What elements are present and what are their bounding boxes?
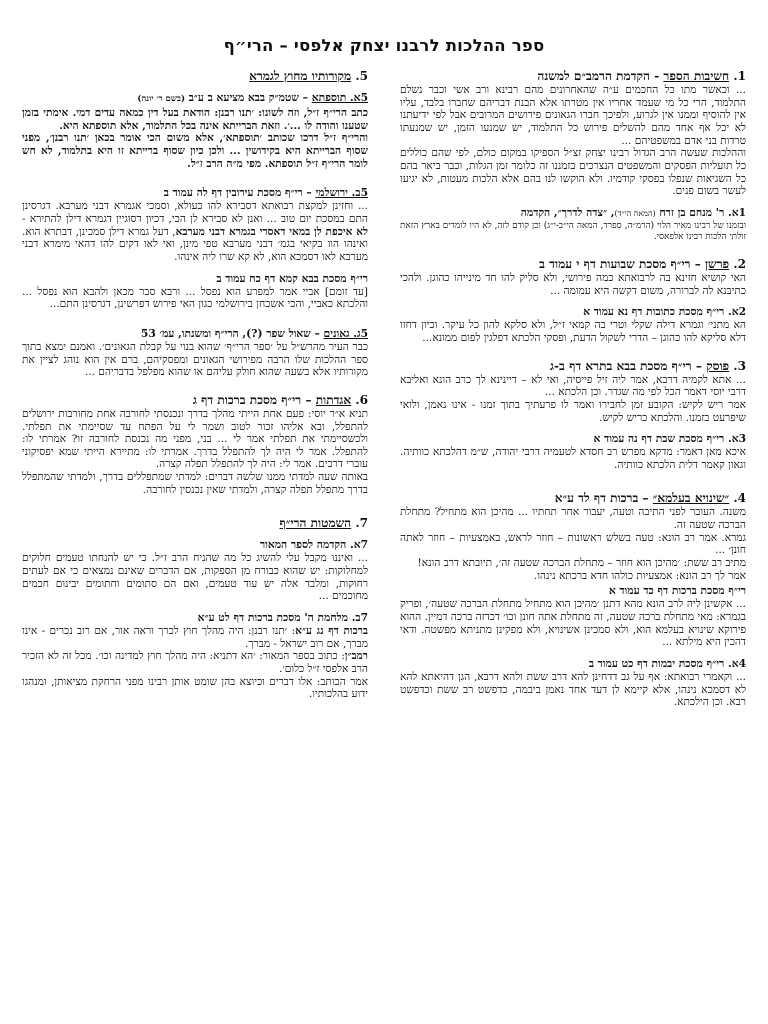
text-run: רמב״ן (344, 650, 368, 663)
paragraph: ... וקאמרי רבואתא: אף על גב דדחינן להא דרב ששת ולהא דרבא, הגן דהיאתא להא לא דסמכא נינהו, אלא קיימא לן דעד אחד נאמן ביבמה, כדפשט רב ששת וכדפשט רבא. וכן הילכתא. (400, 671, 746, 709)
section-number: 2. (733, 256, 746, 271)
subsection-source: – שאול שפר (?), הרי״ף ומשנתו, עמ׳ 53 (140, 326, 324, 340)
text-run: : כתוב בספר המאור: ׳הא דתניא: היה מהלך חוץ למדינה וכו׳. מכל זה לא הזכיר הרב אלפסי ז״ל כלום׳. (22, 650, 368, 676)
subsection-source: – שטמ״ק בבא מציעא ב ע״ב (184, 91, 312, 104)
section-title: ״שינויא בעלמא״ (652, 491, 730, 506)
subsection-heading: רי״ף מסכת בבא קמא דף כח עמוד ב (216, 271, 368, 285)
section-4a (400, 657, 746, 709)
section-source: – רי״ף מסכת בבא בתרא דף ב-ג (550, 358, 707, 373)
paragraph: האי קושיא חזינא בה לרבואתא כמה פירושי, ולא סליק להו חד מינייהו כהוגן. ולהכי כתיבנא לה לברורה, משום דקשה היא עמומה ... (400, 271, 746, 297)
right-column (400, 69, 746, 717)
section-number: 5. (355, 69, 368, 83)
section-source: – רי״ף מסכת שבועות דף י עמוד ב (539, 256, 705, 271)
section-7a (22, 538, 368, 603)
section-1a (400, 206, 746, 243)
section-title: מקורותיו מחוץ לגמרא (249, 69, 352, 83)
section-6 (22, 393, 368, 497)
section-number: 6. (355, 392, 368, 407)
subsection-heading: 2א. רי״ף מסכת כתובות דף נא עמוד א (583, 305, 746, 319)
paragraph: ובזמנו של רבינו מאיר הלוי (הרמ״ה, ספרד, המאה הי״ב-י״ג) וכן קודם לזה, לא היו לומדים בארץ הזאת זולתי הלכות רבינו אלפאסי. (400, 220, 746, 242)
paragraph: כתב הרי״ף ז״ל, וזה לשונו: ׳תנו רבנן: הודאת בעל דין כמאה עדים דמי. אימתי בזמן שטענו והודה לו ...׳. וזאת הברייתא אינה בכל התלמוד, אלא תוספתא היא. (22, 107, 368, 132)
subsection-note: (בשם ר׳ יונה) (137, 94, 185, 104)
section-1 (400, 69, 746, 198)
paragraph: אמר ריש לקיש: הקובע זמן לחבירו ואמר לו פרעתיך בתוך זמנו - אינו נאמן, ולואי שיפרעט בזמנו. והלכתא כריש לקיש. (400, 398, 746, 424)
section-7 (22, 516, 368, 530)
section-5c (22, 327, 368, 379)
section-title: פוסק (706, 358, 730, 373)
columns (22, 69, 746, 717)
paragraph: מתיב רב ששת: ׳מהיכן הוא חוזר – מתחלת הברכה שטעה זה׳, תיובתא דרב הונא! (417, 557, 746, 570)
paragraph: ... אתא לקמיה דרבא, אמר ליה זיל פייסיה, ואי לא – דיינינא לך כרב הונא ואליבא דרבי יוסי דאמר הכל לפי מה שגדר. וכן הלכתא ... (400, 373, 746, 399)
section-title: פרשן (704, 256, 730, 271)
paragraph: כבר העיר מהרש״ל על ׳ספר הרי״ף׳ שהוא בנוי על קבלת הגאונים׳. ואמנם ימצא בתוך ספר ההלכות שלו הרבה מפירושי הגאונים ומפסקיהם, ברם אין הוא נוהג לציין את מקורותיו אלא בשעה שהוא חולק עליהם או שהוא מפלפל בדבריהם ... (22, 340, 368, 379)
paragraph: איכא מאן דאמר: מדקא מפרש רב חסדא לטעמיה דרבי יהודה, ש״מ דהלכתא כוותיה. וגאון קאמר דלית הלכתא כוותיה. (400, 446, 746, 471)
paragraph: אמר הכותב: אלו דברים וכיוצא בהן שומט אותן רבינו מפני הרחקת מציאותן, ומנהגו ידוע בהלכותיו. (22, 675, 368, 701)
section-5 (22, 69, 368, 83)
section-source: - הקדמת הרמב״ם למשנה (537, 69, 664, 83)
left-column (22, 69, 368, 709)
paragraph (22, 625, 368, 650)
paragraph: אמר לך רב הונא: אמצעיות כולהו חדא ברכתא נינהו. (533, 569, 746, 582)
paragraph: ... אקשינן ליה לרב הונא מהא דתנן ׳מהיכן הוא מתחיל מתחלת הברכה שטעה׳, ופריק בגמרא: מאי מתחלת ברכה שטעה, זה מתחלת אתה חונן וכו׳ דכדזה ברכה דמיין. ההוא פירוקא שינויא בעלמא הוא, ולא סמכינן אשינויא, ולא מפקינן מתניתא מפשטה. ודאי דהכין היא מילתא ... (400, 598, 746, 649)
subsection-heading (400, 206, 746, 220)
emphasis: לא איכפת לן במאי דאסרי בגמרא דבני מערבא (175, 225, 368, 238)
subsection-title: 5ב. ירושלמי (315, 186, 368, 200)
section-number: 7. (355, 516, 368, 531)
section-3a (400, 432, 746, 471)
section-heading (400, 69, 746, 83)
paragraph: משנה. העובר לפני התיבה וטעה, יעבור אחר תחתיו ... מהיכן הוא מתחיל? מתחלת הברכה שטעה זה. (400, 506, 746, 532)
subsection-heading: 7א. הקדמה לספר המאור (259, 538, 368, 552)
paragraph: [עד זומם] אביי אמר למפרע הוא נפסל ... ורבא סבר מכאן ולהבא הוא נפסל ... והלכתא כאביי, והכי אשכחן בירושלמי כגון האי פירוש דפרשינן, דגרסינן התם... (22, 285, 368, 311)
text-run: , דעל גמרא דילן סמכינן, דבתרא הוא. ואינהו הוו בקיאי בגמ׳ דבני מערבא טפי מינן, ואי לאו דקים להו דהאי מימרא דבני מערבא לאו דסמכא הוא, לא קא שרו ליה אינהו. (22, 225, 368, 263)
paragraph: גמרא. אמר רב הונא: טעה בשלש ראשונות – חוזר לראש, באמצעיות – חוזר לאתה חונן׳ ... (400, 531, 746, 557)
subsection-heading: רי״ף מסכת ברכות דף כד עמוד א (608, 584, 746, 598)
section-5a (22, 91, 368, 170)
subsection-heading (22, 186, 368, 199)
section-5b2 (22, 272, 368, 311)
paragraph: ... ואיננו מקבל עלי להשיג כל מה שהניח הרב ז״ל. כי יש להנחתו טעמים חלוקים למחלוקות: יש שהוא כבורח מן הספקות, אם הדברים שאינם נמצאים כי אם לעתים רחוקות, ומלבד אלה יש עוד טעמים, ואם הם סתומים וחתומים יבינום חכמים מחוכמים ... (22, 552, 368, 603)
section-source: – רי״ף מסכת ברכות דף ג (192, 392, 316, 407)
subsection-source: , ״צדה לדרך״, הקדמה (520, 205, 615, 219)
subsection-note: (המאה הי״ד) (614, 208, 656, 218)
subsection-heading (22, 327, 368, 340)
section-heading (400, 491, 746, 505)
subsection-title: 5א. תוספתא (311, 91, 368, 104)
subsection-heading: 3א. רי״ף מסכת שבת דף נה עמוד א (593, 432, 746, 446)
paragraph (22, 200, 368, 263)
paragraph: באותה שעה למדתי ממנו שלשה דברים: למדתי שמתפללים בדרך, ולמדתי שהמתפלל בדרך מתפלל תפלה קצרה, ולמדתי שאין נכנסין לחורבה. (22, 471, 368, 496)
text-run: ... וחזינן למקצת רבואתא דסבירא להו כעולא, וסמכי אגמרא דבני מערבא. דגרסינן התם במסכת יום טוב ... ואנן לא סבירא לן הכי, דכיון דסוגיין דגמרא דילן להתירא - (22, 200, 368, 225)
section-title: השמטות הרי״ף (279, 516, 352, 531)
section-heading (22, 69, 368, 83)
text-run: : ׳תנו רבנן: היה מהלך חוץ לכרך וראה אור, אם רוב נכרים - אינו מברך, אם רוב ישראל - מברך. (22, 625, 368, 650)
page-title: ספר ההלכות לרבנו יצחק אלפסי – הרי״ף (223, 36, 545, 55)
section-title: חשיבות הספר (663, 69, 730, 83)
section-number: 4. (733, 491, 746, 506)
text-run: ברכות דף נג ע״א (295, 625, 368, 638)
section-heading (400, 359, 746, 373)
section-source: – ברכות דף לד ע״א (554, 491, 653, 506)
subsection-title: 1א. ר' מנחם בן זרח (659, 205, 746, 219)
paragraph: הא מתני׳ וגמרא דילה שקלי וטרי בה קמאי ז״ל, ולא סלקא להון כל עיקר. וכיון דחזו דלא סליקא להו כהוגן – הדרי לשקול הדעת, ופסקי הלכתא דפלגין לפום ממונא... (400, 319, 746, 344)
paragraph: ... וכאשר מתו כל החכמים ע״ה שהאחרונים מהם רבינא ורב אשי וכבר נשלם התלמוד, הרי כל מי שעמד אחריו אין מטרתו אלא הבנת דבריהם שחברו בלבד, עליו אין להוסיף וממנו אין לגרוע, ולפיכך חברו הגאונים פירושים המרובים אבל לפי ידיעתנו לא יכל אף אחד מהם להשלים פירוש כל התלמוד, יש שמנעו הזמן, יש שמנעתו טרדות בני אדם במשפטיהם ... (400, 84, 746, 147)
paragraph: והרי״ף ז״ל דרכו שכותב ׳תוספתא׳, אלא משום הכי אומר בכאן ׳תנו רבנן׳, מפני שסוף הברייתא היא בקידושין ... ולכן כיון שסוף ברייתא זו היא בתלמוד, לא חש לומר הרי״ף ז״ל תוספתא. מפי מ״ה הרב ז״ל. (22, 132, 368, 170)
paragraph (22, 650, 368, 675)
paragraph: תניא א״ר יוסי: פעם אחת הייתי מהלך בדרך ונכנסתי לחורבה אחת מחורבות ירושלים להתפלל, ובא אליהו זכור לטוב ושמר לי על הפתח עד שסיימתי את תפלתי. ולכשסיימתי את תפלתי אמר לי ... בני, מפני מה נכנסת לחורבה זו? אמרתי לו: להתפלל. אמר לי היה לך להתפלל בדרך. אמרתי לו: מתיירא הייתי שמא יפסיקוני עוברי דרכים. אמר לי: היה לך להתפלל תפלה קצרה. (22, 407, 368, 471)
section-title: אגדתות (315, 392, 352, 407)
section-2a (400, 305, 746, 344)
section-number: 1. (733, 69, 746, 83)
paragraph: וההלכות שעשה הרב הגדול רבינו יצחק זצ״ל הספיקו במקום כולם, לפי שהם כוללים כל תועליות הפסקים והמשפטים הנצרכים בזמננו זה כלומר זמן הגלות, וכבר ביאר בהם כל השגיאות שנפלו בפסקי קודמיו. ולא הוקשו לנו בהם אלא הלכות מעטות, לא יגיעו לעשר בשום פנים. (400, 147, 746, 198)
section-2 (400, 257, 746, 297)
subsection-heading: 7ב. מלחמת ה' מסכת ברכות דף לט ע״א (197, 611, 368, 625)
section-3 (400, 359, 746, 425)
section-heading (22, 516, 368, 530)
section-heading (400, 257, 746, 271)
subsection-title: 5ג. גאונים (323, 326, 368, 340)
subsection-heading (22, 91, 368, 106)
section-7b (22, 611, 368, 701)
section-5b (22, 186, 368, 263)
section-4 (400, 491, 746, 649)
subsection-source: – רי״ף מסכת עירובין דף לה עמוד ב (163, 186, 316, 200)
section-number: 3. (733, 358, 746, 373)
section-heading (22, 393, 368, 407)
subsection-heading: 4א. רי״ף מסכת יבמות דף כט עמוד ב (588, 657, 746, 671)
